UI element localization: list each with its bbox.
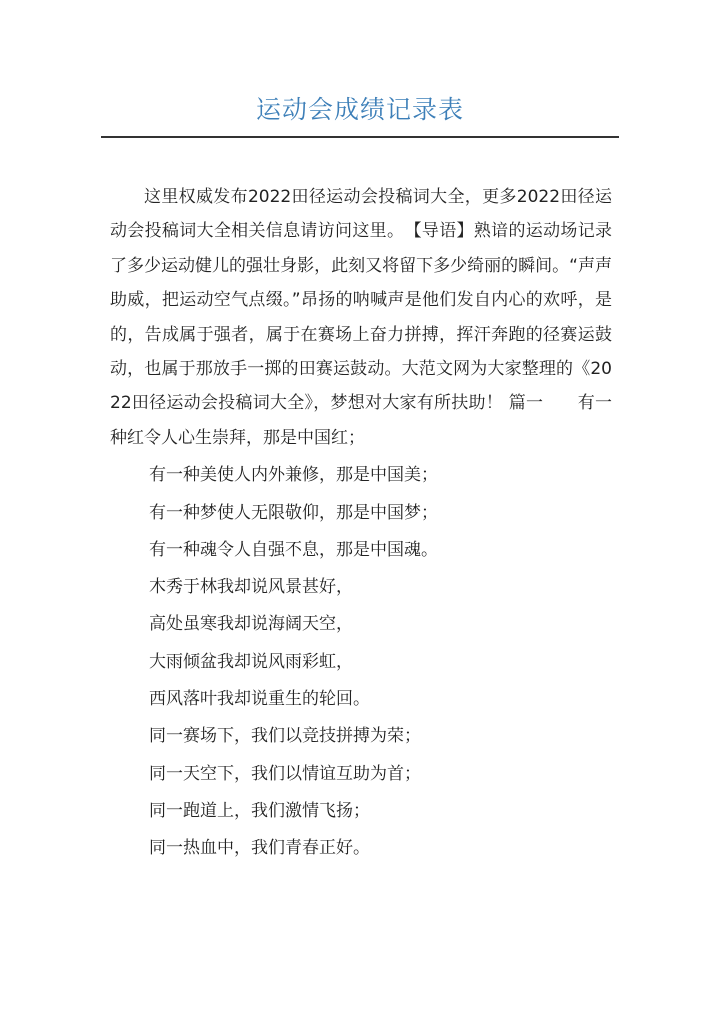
poem-line: 高处虽寒我却说海阔天空，	[149, 614, 353, 635]
poem-line: 大雨倾盆我却说风雨彩虹，	[149, 651, 353, 672]
intro-paragraph: 这里权威发布2022田径运动会投稿词大全，更多2022田径运动会投稿词大全相关信息请访问这里。 【导语】熟谙的运动场记录了多少运动健儿的强壮身影，此刻又将留下多少绮丽的瞬间。“声声助威，把运动空气点缀。”昂扬的呐喊声是他们发自内心的欢呼，是的，告成属于强者，属于在赛场上奋力拼搏，挥汗奔跑的径赛运鼓动，也属于那放手一掷的田赛运鼓动。大范文网为大家整理的《2022田径运动会投稿词大全》，梦想对大家有所扶助！ 篇一 有一种红令人心生崇拜，那是中国红；	[110, 187, 612, 448]
title-divider	[101, 136, 619, 138]
poem-line: 有一种魂令人自强不息，那是中国魂。	[149, 539, 438, 560]
poem-line: 有一种美使人内外兼修，那是中国美；	[149, 465, 438, 486]
document-body	[110, 180, 612, 868]
poem-line: 木秀于林我却说风景甚好，	[149, 577, 353, 598]
poem-line: 同一热血中，我们青春正好。	[149, 838, 370, 859]
poem-line: 同一赛场下，我们以竞技拼搏为荣；	[149, 726, 421, 747]
poem-line: 同一天空下，我们以情谊互助为首；	[149, 763, 421, 784]
document-title: 运动会成绩记录表	[255, 95, 464, 124]
poem-line: 同一跑道上，我们激情飞扬；	[149, 800, 370, 821]
poem-line: 有一种梦使人无限敬仰，那是中国梦；	[149, 502, 438, 523]
poem-line: 西风落叶我却说重生的轮回。	[149, 689, 370, 710]
